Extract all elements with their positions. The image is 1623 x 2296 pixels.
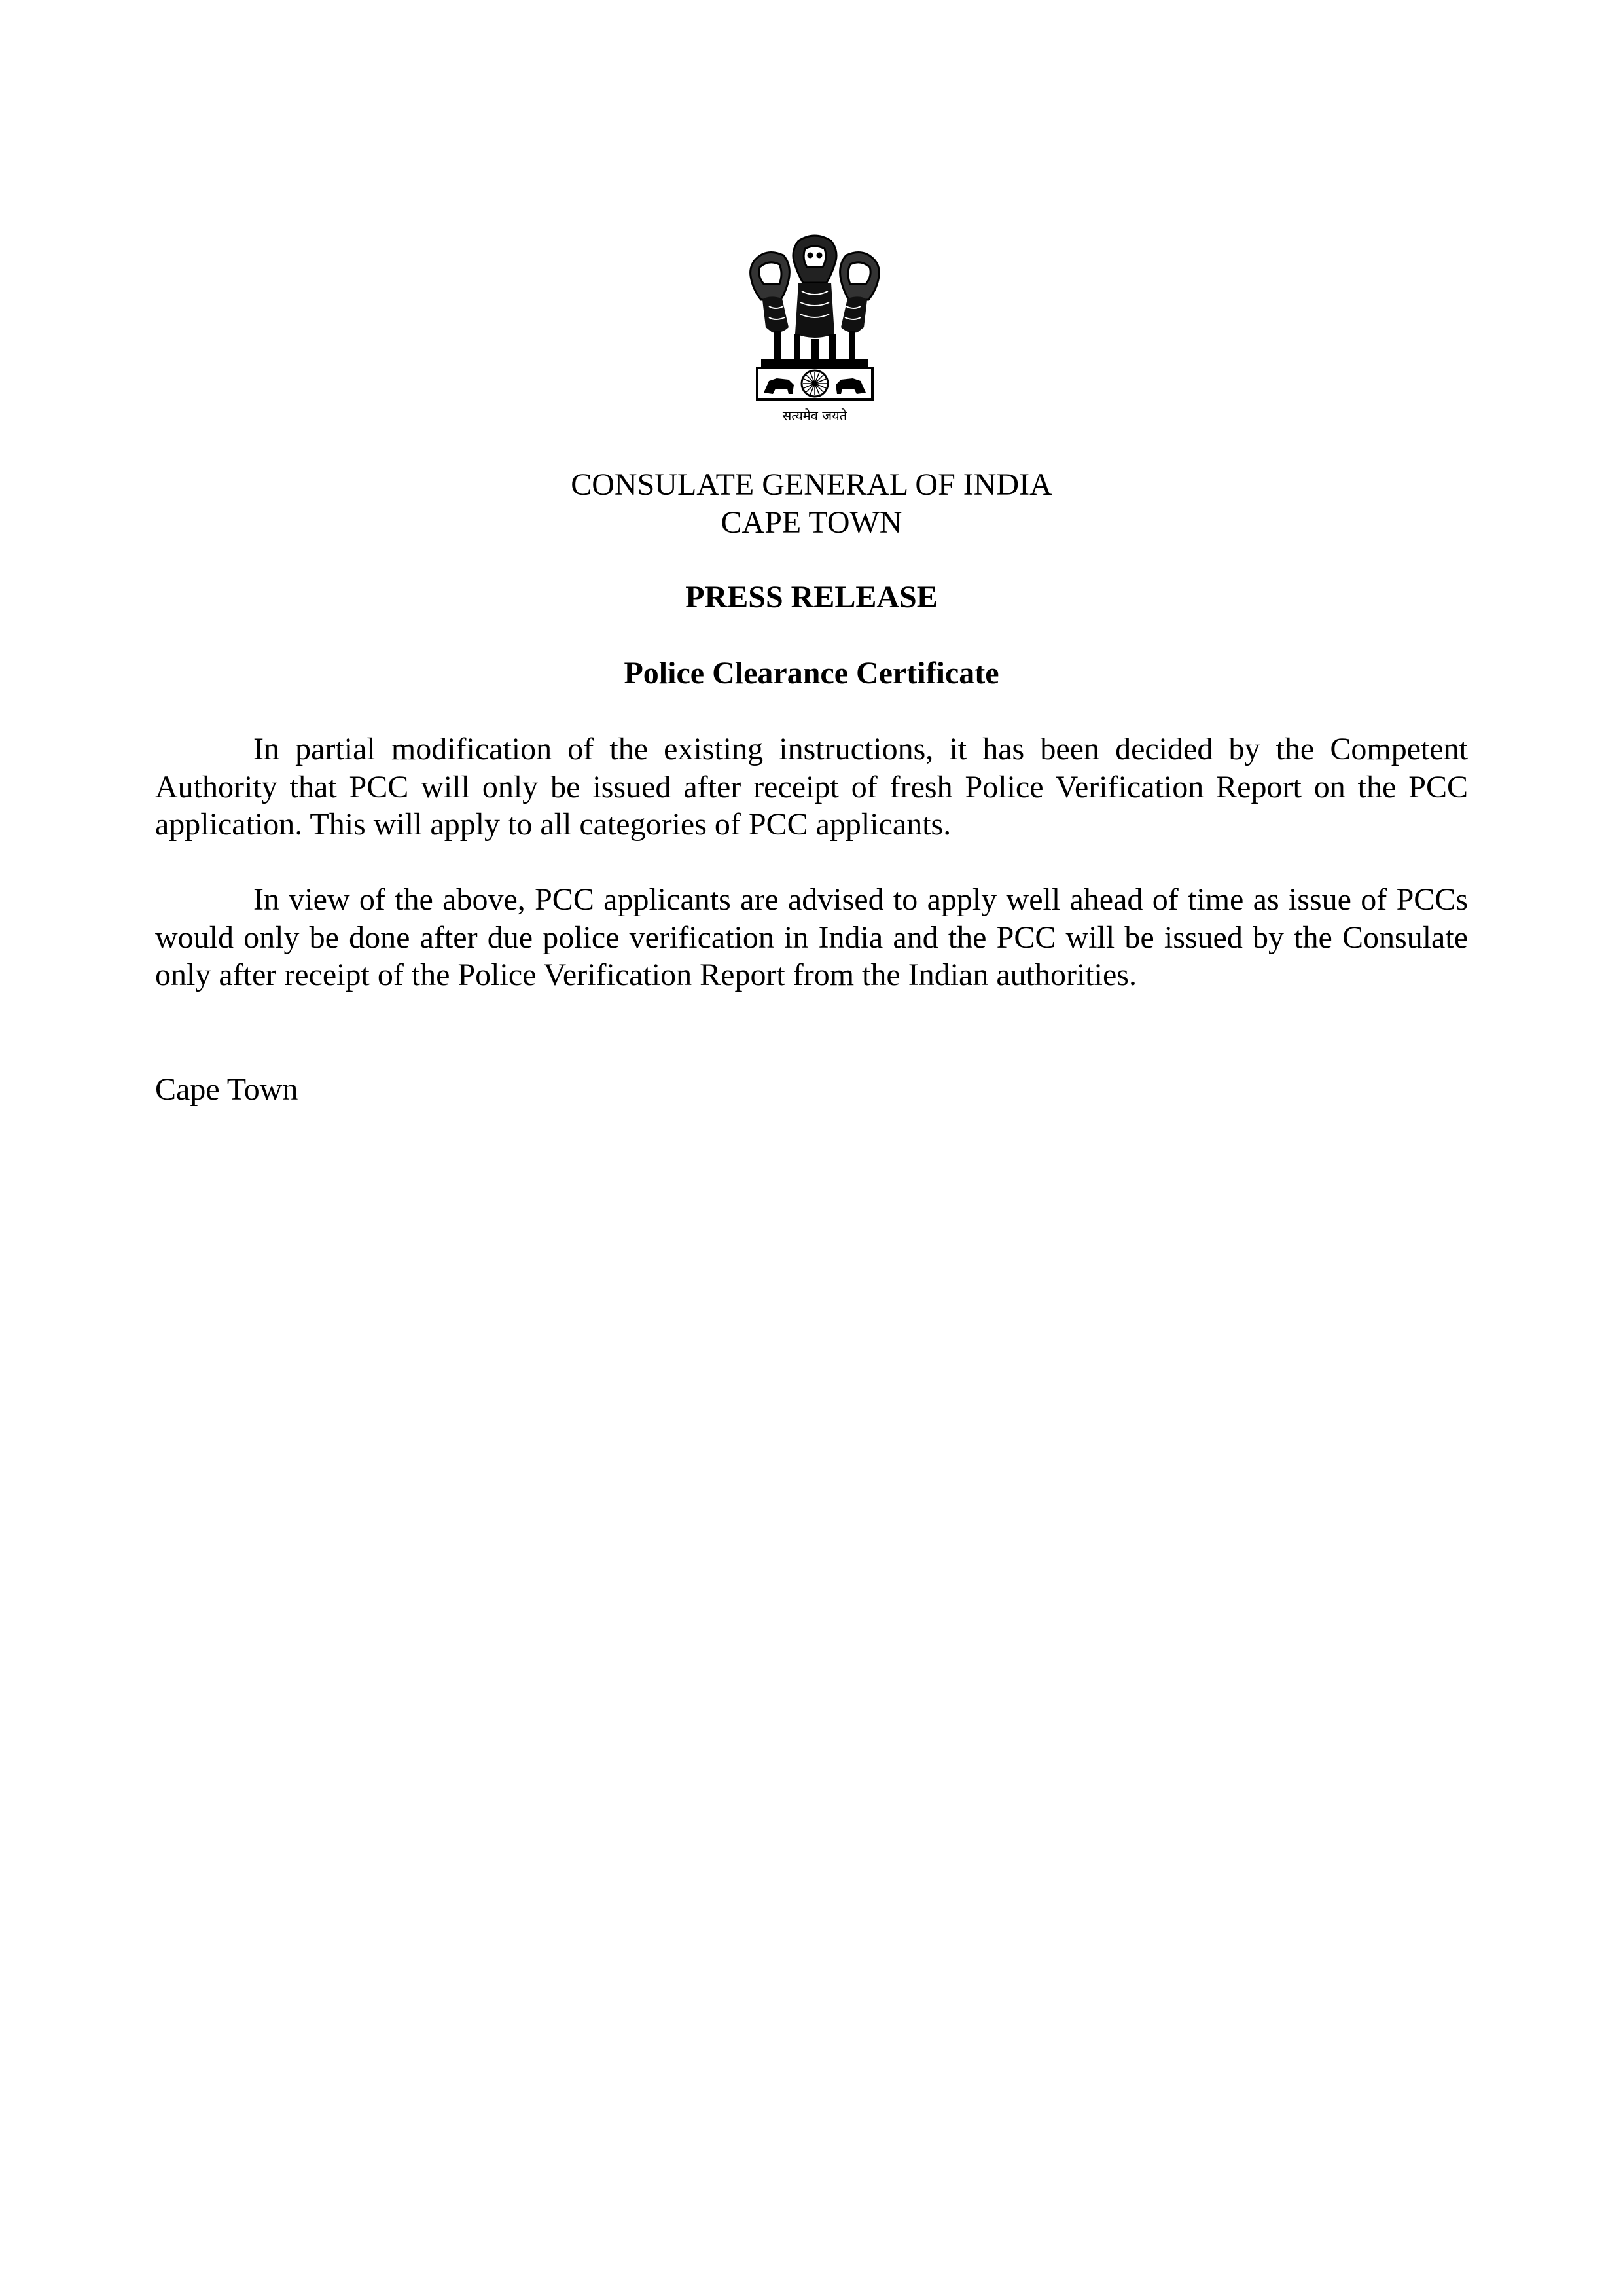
national-emblem-icon	[743, 229, 887, 425]
organization-city: CAPE TOWN	[721, 505, 902, 540]
organization-name: CONSULATE GENERAL OF INDIA	[571, 467, 1052, 502]
document-type-heading: PRESS RELEASE	[685, 580, 938, 615]
issuing-place: Cape Town	[155, 1072, 298, 1107]
emblem-motto: सत्यमेव जयते	[782, 408, 847, 423]
document-subject: Police Clearance Certificate	[624, 656, 999, 691]
body-paragraph: In view of the above, PCC applicants are advised to apply well ahead of time as issue of PCCs would only be done after due police verification in India and the PCC will be issued by the Consulate only after receipt of the Police Verification Report from the Indian authorities.	[155, 882, 1468, 992]
body-paragraph: In partial modification of the existing instructions, it has been decided by the Competent Authority that PCC will only be issued after receipt of fresh Police Verification Report on the PCC application. This will apply to all categories of PCC applicants.	[155, 732, 1468, 842]
